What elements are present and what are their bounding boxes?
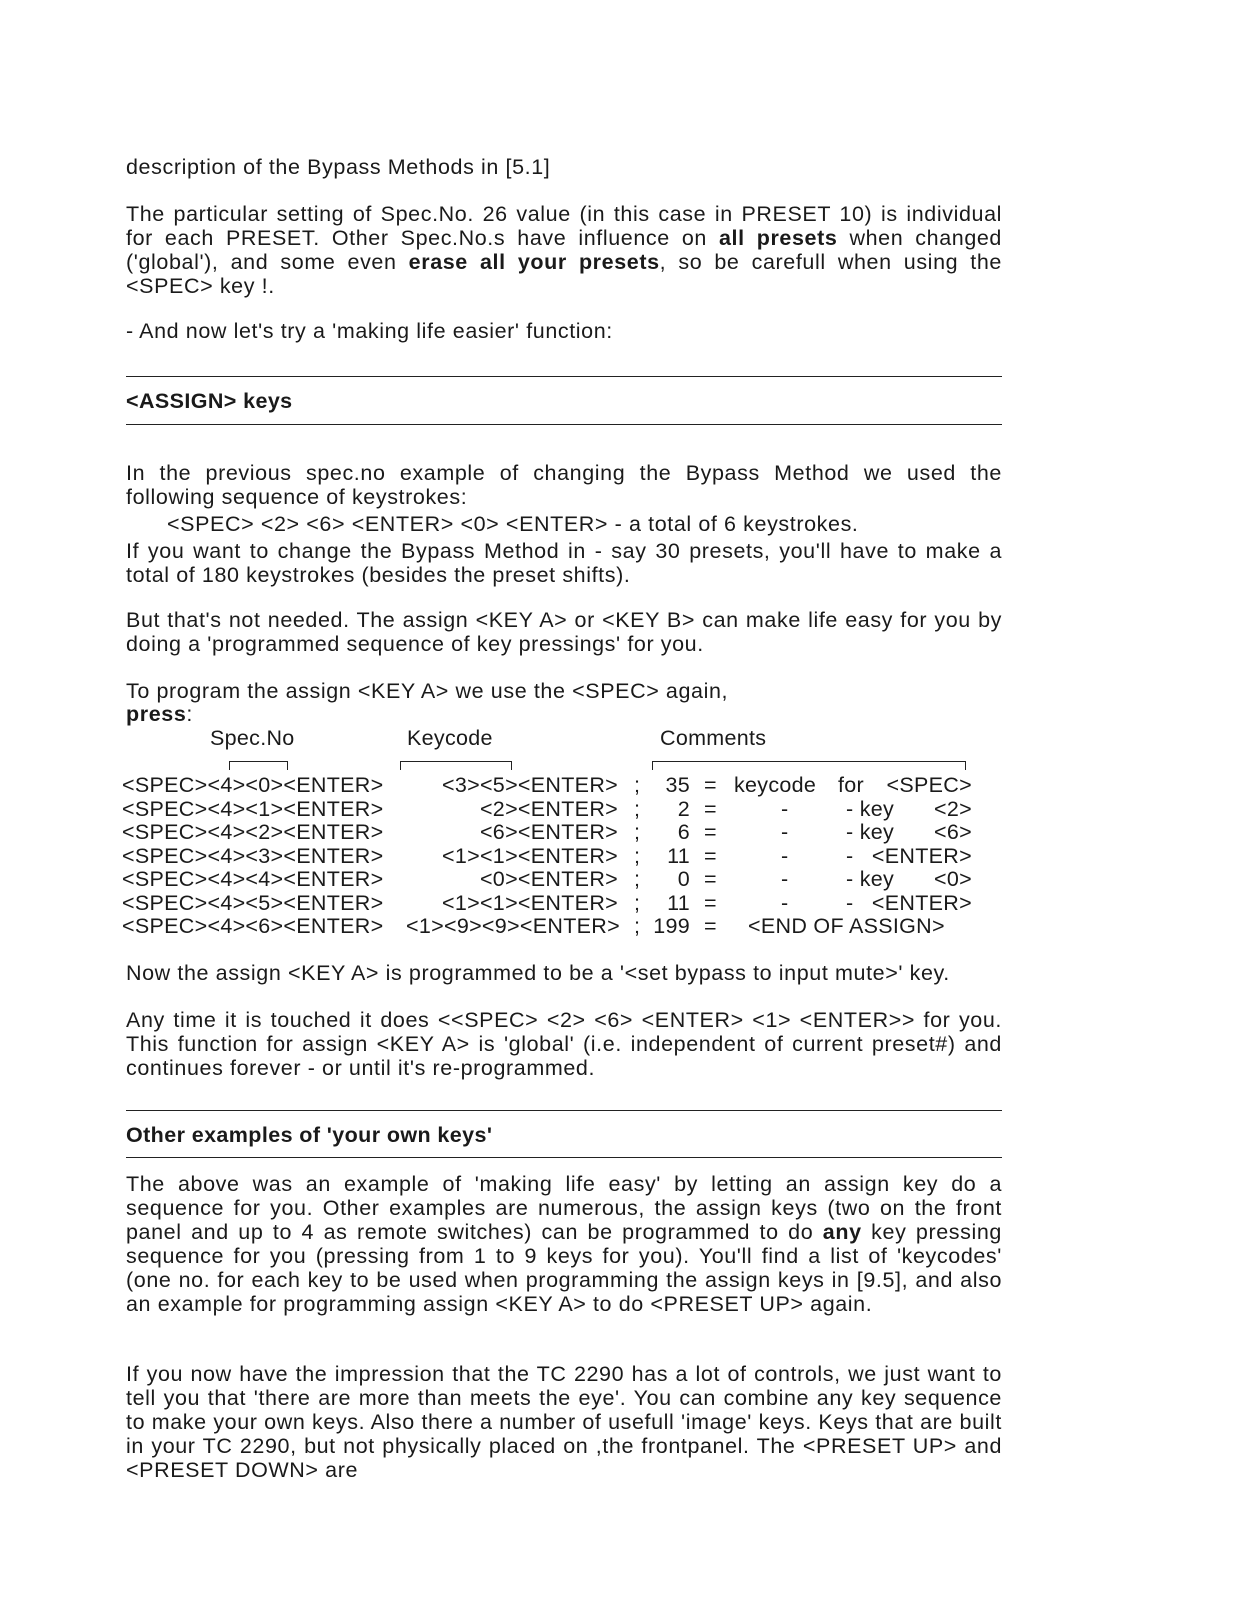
table-cell-separator: ;: [634, 914, 641, 938]
press-label: [126, 702, 193, 727]
table-cell-spec: <SPEC><4><5><ENTER>: [122, 890, 384, 915]
assign-intro-paragraph: In the previous spec.no example of changing the Bypass Method we used the following sequence of keystrokes:: [126, 461, 1002, 509]
table-cell-comment: <ENTER>: [871, 890, 972, 915]
table-cell-keycode: <1><1><ENTER>: [441, 843, 618, 868]
program-instruction: To program the assign <KEY A> we use the <SPEC> again,: [126, 679, 729, 703]
text-span: when changed ('global'), and some even: [126, 226, 1002, 274]
table-cell-comment: <6>: [934, 820, 972, 844]
table-cell-comment: -: [781, 890, 789, 915]
section-rule: [126, 1110, 1002, 1111]
programmed-key-paragraph: Now the assign <KEY A> is programmed to be a '<set bypass to input mute>' key.: [126, 961, 950, 985]
section-heading-assign-keys: <ASSIGN> keys: [126, 389, 293, 413]
intro-line: description of the Bypass Methods in [5.1]: [126, 155, 551, 179]
text-span: :: [186, 702, 193, 726]
table-cell-keycode: <6><ENTER>: [479, 820, 618, 844]
table-cell-number: 2: [677, 796, 690, 821]
section-rule: [126, 1157, 1002, 1158]
table-cell-separator: ;: [634, 890, 641, 915]
table-cell-comment: - key: [846, 796, 895, 821]
table-cell-equals: =: [704, 843, 717, 868]
image-keys-paragraph: If you now have the impression that the TC 2290 has a lot of controls, we just want to tell you that 'there are more than meets the eye'. You can combine any key sequence to make your own keys. Also there a number of usefull 'image' keys. Keys that are built in your TC 2290, but not physically placed on ,the frontpanel. The <PRESET UP> and <PRESET DOWN> are: [126, 1362, 1002, 1482]
column-header-keycode: Keycode: [407, 726, 493, 750]
table-cell-comment: -: [781, 867, 789, 891]
column-bracket: [229, 761, 288, 770]
text-span: , so be carefull when using the <SPEC> key !.: [126, 250, 1002, 298]
table-cell-comment: -: [846, 890, 854, 915]
table-cell-number: 6: [677, 820, 690, 844]
table-cell-separator: ;: [634, 773, 641, 797]
table-cell-comment: for: [838, 773, 864, 797]
keystroke-sequence: <SPEC> <2> <6> <ENTER> <0> <ENTER> - a total of 6 keystrokes.: [167, 512, 859, 536]
column-bracket: [652, 761, 966, 770]
table-cell-spec: <SPEC><4><2><ENTER>: [122, 820, 384, 844]
bold-phrase: all presets: [718, 226, 838, 250]
column-bracket: [400, 761, 512, 770]
table-cell-number: 11: [667, 843, 690, 868]
table-cell-equals: =: [704, 773, 717, 797]
table-cell-spec: <SPEC><4><6><ENTER>: [122, 914, 384, 938]
table-cell-comment: -: [781, 820, 789, 844]
bold-phrase: any: [822, 1220, 862, 1244]
examples-paragraph: [126, 1172, 1002, 1316]
table-cell-equals: =: [704, 820, 717, 844]
transition-line: - And now let's try a 'making life easier' function:: [126, 319, 613, 343]
table-cell-keycode: <1><1><ENTER>: [441, 890, 618, 915]
table-cell-spec: <SPEC><4><0><ENTER>: [122, 773, 384, 797]
table-cell-equals: =: [704, 890, 717, 915]
table-cell-equals: =: [704, 867, 717, 891]
section-heading-own-keys: Other examples of 'your own keys': [126, 1123, 493, 1147]
table-cell-comment: - key: [846, 867, 895, 891]
section-rule: [126, 376, 1002, 377]
table-cell-separator: ;: [634, 820, 641, 844]
table-cell-number: 0: [677, 867, 690, 891]
table-cell-keycode: <3><5><ENTER>: [441, 773, 618, 797]
table-cell-number: 199: [653, 914, 690, 938]
table-cell-comment: -: [846, 843, 854, 868]
table-cell-comment: <0>: [934, 867, 972, 891]
table-cell-spec: <SPEC><4><4><ENTER>: [122, 867, 384, 891]
bold-phrase: press: [126, 702, 187, 726]
global-function-paragraph: Any time it is touched it does <<SPEC> <2> <6> <ENTER> <1> <ENTER>> for you. This function for assign <KEY A> is 'global' (i.e. independent of current preset#) and continues forever - or until it's re-programmed.: [126, 1008, 1002, 1080]
bold-phrase: erase all your presets: [408, 250, 660, 274]
table-cell-comment: -: [781, 843, 789, 868]
text-span: The particular setting of Spec.No. 26 value (in this case in PRESET 10) is individual for each PRESET. Other Spec.No.s have influence on: [126, 202, 1002, 250]
table-cell-comment: - key: [846, 820, 895, 844]
table-cell-keycode: <1><9><9><ENTER>: [406, 914, 620, 938]
column-header-spec-no: Spec.No: [210, 726, 295, 750]
text-span: key pressing sequence for you (pressing from 1 to 9 keys for you). You'll find a list of 'keycodes' (one no. for each key to be used when programming the assign keys in [9.5], and also an example for programming assign <KEY A> to do <PRESET UP> again.: [126, 1220, 1002, 1316]
table-cell-comment: <2>: [934, 796, 972, 821]
table-cell-comment: keycode: [734, 773, 817, 797]
table-cell-comment: <END OF ASSIGN>: [748, 914, 945, 938]
table-cell-comment: <ENTER>: [871, 843, 972, 868]
table-cell-keycode: <2><ENTER>: [479, 796, 618, 821]
table-cell-separator: ;: [634, 843, 641, 868]
table-cell-comment: <SPEC>: [886, 773, 972, 797]
table-cell-separator: ;: [634, 867, 641, 891]
table-cell-equals: =: [704, 796, 717, 821]
global-settings-paragraph: [126, 202, 1002, 298]
table-cell-spec: <SPEC><4><1><ENTER>: [122, 796, 384, 821]
table-cell-comment: -: [781, 796, 789, 821]
table-cell-number: 35: [665, 773, 690, 797]
table-cell-keycode: <0><ENTER>: [479, 867, 618, 891]
column-header-comments: Comments: [660, 726, 767, 750]
table-cell-separator: ;: [634, 796, 641, 821]
text-span: The above was an example of 'making life easy' by letting an assign key do a sequence for you. Other examples are numerous, the assign keys (two on the front panel and up to 4 as remote switches) can be programmed to do: [126, 1172, 1002, 1244]
table-cell-spec: <SPEC><4><3><ENTER>: [122, 843, 384, 868]
assign-key-paragraph: But that's not needed. The assign <KEY A> or <KEY B> can make life easy for you by doing a 'programmed sequence of key pressings' for you.: [126, 608, 1002, 656]
bypass-presets-paragraph: If you want to change the Bypass Method in - say 30 presets, you'll have to make a total of 180 keystrokes (besides the preset shifts).: [126, 539, 1002, 587]
table-cell-equals: =: [704, 914, 717, 938]
table-cell-number: 11: [667, 890, 690, 915]
section-rule: [126, 424, 1002, 425]
